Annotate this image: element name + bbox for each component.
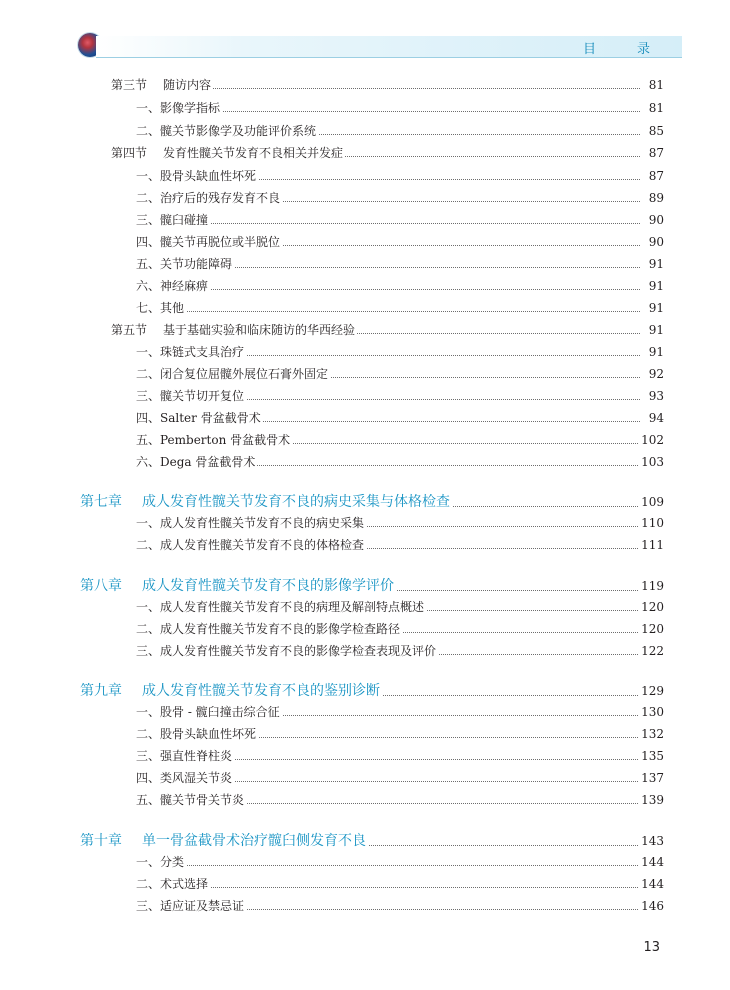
toc-entry-title: 四、Salter 骨盆截骨术 <box>136 411 261 425</box>
header-rule <box>96 57 682 58</box>
toc-entry-page: 94 <box>646 408 664 428</box>
toc-entry-label <box>136 513 366 533</box>
toc-entry-title: 一、珠链式支具治疗 <box>136 345 245 359</box>
toc-subsection-entry <box>0 254 730 274</box>
toc-subsection-entry <box>0 408 730 428</box>
toc-entry-title: 随访内容 <box>163 78 212 92</box>
toc-chapter-entry <box>0 574 730 598</box>
toc-entry-title: 二、治疗后的残存发育不良 <box>136 191 281 205</box>
toc-entry-label <box>136 232 282 252</box>
toc-entry-page: 87 <box>646 166 664 186</box>
toc-subsection-entry <box>0 232 730 252</box>
toc-entry-page: 87 <box>646 143 664 163</box>
toc-entry-title: 单一骨盆截骨术治疗髋臼侧发育不良 <box>142 833 366 849</box>
toc-subsection-entry <box>0 619 730 639</box>
toc-section-entry <box>0 75 730 95</box>
toc-entry-label <box>136 641 438 661</box>
toc-chapter-entry <box>0 490 730 514</box>
toc-entry-title: 基于基础实验和临床随访的华西经验 <box>163 323 356 337</box>
toc-entry-label <box>136 276 210 296</box>
toc-entry-page: 91 <box>646 254 664 274</box>
toc-subsection-entry <box>0 641 730 661</box>
chapter-number: 第十章 <box>80 833 122 849</box>
toc-subsection-entry <box>0 364 730 384</box>
toc-entry-page: 139 <box>638 790 664 810</box>
toc-subsection-entry <box>0 790 730 810</box>
toc-entry-label <box>136 298 186 318</box>
toc-entry-title: 六、神经麻痹 <box>136 279 209 293</box>
toc-entry-title: 一、分类 <box>136 855 185 869</box>
toc-entry-title: 三、成人发育性髋关节发育不良的影像学检查表现及评价 <box>136 644 437 658</box>
toc-subsection-entry <box>0 342 730 362</box>
toc-entry-title: 三、髋关节切开复位 <box>136 389 245 403</box>
toc-entry-page: 110 <box>638 513 664 533</box>
toc-entry-page: 90 <box>646 210 664 230</box>
toc-entry-label <box>136 364 330 384</box>
toc-entry-title: 五、Pemberton 骨盆截骨术 <box>136 433 291 447</box>
toc-subsection-entry <box>0 852 730 872</box>
toc-entry-label <box>111 75 213 95</box>
toc-entry-label <box>80 829 368 853</box>
chapter-number: 第九章 <box>80 683 122 699</box>
toc-entry-title: 一、成人发育性髋关节发育不良的病理及解剖特点概述 <box>136 600 425 614</box>
leader-dots <box>150 111 640 112</box>
toc-section-entry <box>0 320 730 340</box>
toc-entry-label <box>80 490 452 514</box>
toc-entry-page: 137 <box>638 768 664 788</box>
toc-entry-page: 120 <box>638 597 664 617</box>
toc-entry-label <box>136 210 210 230</box>
toc-entry-title: 六、Dega 骨盆截骨术 <box>136 455 256 469</box>
toc-chapter-entry <box>0 679 730 703</box>
toc-subsection-entry <box>0 724 730 744</box>
toc-entry-page: 120 <box>638 619 664 639</box>
toc-entry-label <box>136 790 246 810</box>
toc-entry-page: 146 <box>638 896 664 916</box>
leader-dots <box>150 311 640 312</box>
toc-subsection-entry <box>0 386 730 406</box>
toc-entry-label <box>136 254 234 274</box>
toc-entry-page: 119 <box>638 574 664 598</box>
toc-subsection-entry <box>0 702 730 722</box>
toc-subsection-entry <box>0 276 730 296</box>
toc-entry-label <box>136 702 282 722</box>
leader-dots <box>150 289 640 290</box>
toc-subsection-entry <box>0 896 730 916</box>
toc-entry-title: 七、其他 <box>136 301 185 315</box>
toc-entry-label <box>136 896 246 916</box>
toc-entry-title: 二、成人发育性髋关节发育不良的影像学检查路径 <box>136 622 401 636</box>
toc-entry-page: 109 <box>638 490 664 514</box>
toc-entry-label <box>80 679 382 703</box>
toc-entry-title: 发育性髋关节发育不良相关并发症 <box>163 146 344 160</box>
toc-entry-label <box>136 408 263 428</box>
toc-subsection-entry <box>0 746 730 766</box>
toc-entry-page: 130 <box>638 702 664 722</box>
toc-entry-page: 90 <box>646 232 664 252</box>
toc-subsection-entry <box>0 513 730 533</box>
toc-subsection-entry <box>0 768 730 788</box>
toc-entry-page: 93 <box>646 386 664 406</box>
toc-entry-label <box>136 188 282 208</box>
toc-entry-page: 92 <box>646 364 664 384</box>
toc-entry-label <box>80 574 396 598</box>
toc-entry-label <box>136 98 222 118</box>
toc-entry-page: 122 <box>638 641 664 661</box>
leader-dots <box>150 887 640 888</box>
toc-entry-title: 一、股骨头缺血性坏死 <box>136 169 257 183</box>
toc-entry-title: 二、术式选择 <box>136 877 209 891</box>
toc-entry-label <box>136 746 234 766</box>
toc-subsection-entry <box>0 98 730 118</box>
toc-chapter-entry <box>0 829 730 853</box>
toc-subsection-entry <box>0 121 730 141</box>
toc-entry-label <box>136 852 186 872</box>
leader-dots <box>150 865 640 866</box>
toc-entry-label <box>136 430 292 450</box>
toc-entry-label <box>136 121 318 141</box>
toc-entry-title: 一、成人发育性髋关节发育不良的病史采集 <box>136 516 365 530</box>
toc-entry-label <box>136 166 258 186</box>
toc-entry-title: 四、类风湿关节炎 <box>136 771 233 785</box>
toc-entry-page: 144 <box>638 852 664 872</box>
section-number: 第四节 <box>111 146 148 160</box>
toc-section-entry <box>0 143 730 163</box>
toc-entry-page: 144 <box>638 874 664 894</box>
toc-entry-page: 81 <box>646 98 664 118</box>
toc-entry-title: 一、股骨 - 髋臼撞击综合征 <box>136 705 280 719</box>
toc-entry-label <box>136 874 210 894</box>
toc-entry-page: 135 <box>638 746 664 766</box>
running-header-title: 目 录 <box>582 42 664 57</box>
toc-entry-label <box>136 386 246 406</box>
page-number: 13 <box>643 940 660 955</box>
toc-entry-label <box>136 768 234 788</box>
toc-entry-title: 二、成人发育性髋关节发育不良的体格检查 <box>136 538 365 552</box>
toc-entry-label <box>111 143 345 163</box>
toc-entry-title: 三、髋臼碰撞 <box>136 213 209 227</box>
toc-entry-title: 二、髋关节影像学及功能评价系统 <box>136 124 317 138</box>
section-number: 第三节 <box>111 78 148 92</box>
toc-entry-title: 一、影像学指标 <box>136 101 221 115</box>
toc-entry-title: 成人发育性髋关节发育不良的鉴别诊断 <box>142 683 380 699</box>
chapter-number: 第七章 <box>80 494 122 510</box>
toc-subsection-entry <box>0 430 730 450</box>
toc-entry-page: 91 <box>646 342 664 362</box>
toc-entry-page: 91 <box>646 320 664 340</box>
leader-dots <box>150 88 640 89</box>
toc-entry-page: 85 <box>646 121 664 141</box>
toc-entry-label <box>136 619 402 639</box>
toc-entry-label <box>111 320 357 340</box>
toc-entry-title: 三、适应证及禁忌证 <box>136 899 245 913</box>
toc-subsection-entry <box>0 452 730 472</box>
toc-entry-page: 91 <box>646 298 664 318</box>
toc-entry-title: 四、髋关节再脱位或半脱位 <box>136 235 281 249</box>
toc-entry-title: 五、髋关节骨关节炎 <box>136 793 245 807</box>
toc-entry-title: 二、闭合复位屈髋外展位石膏外固定 <box>136 367 329 381</box>
toc-entry-page: 91 <box>646 276 664 296</box>
toc-entry-label <box>136 452 257 472</box>
toc-entry-title: 成人发育性髋关节发育不良的病史采集与体格检查 <box>142 494 450 510</box>
toc-entry-page: 81 <box>646 75 664 95</box>
toc-entry-title: 三、强直性脊柱炎 <box>136 749 233 763</box>
toc-entry-page: 132 <box>638 724 664 744</box>
toc-entry-title: 五、关节功能障碍 <box>136 257 233 271</box>
toc-entry-title: 二、股骨头缺血性坏死 <box>136 727 257 741</box>
leader-dots <box>150 223 640 224</box>
section-number: 第五节 <box>111 323 148 337</box>
toc-entry-page: 103 <box>638 452 664 472</box>
toc-entry-page: 89 <box>646 188 664 208</box>
toc-subsection-entry <box>0 210 730 230</box>
toc-subsection-entry <box>0 298 730 318</box>
toc-entry-title: 成人发育性髋关节发育不良的影像学评价 <box>142 578 394 594</box>
toc-subsection-entry <box>0 874 730 894</box>
chapter-number: 第八章 <box>80 578 122 594</box>
toc-entry-label <box>136 535 366 555</box>
toc-subsection-entry <box>0 535 730 555</box>
toc-entry-page: 129 <box>638 679 664 703</box>
toc-entry-page: 143 <box>638 829 664 853</box>
toc-entry-label <box>136 597 426 617</box>
toc-subsection-entry <box>0 597 730 617</box>
toc-subsection-entry <box>0 166 730 186</box>
toc-entry-page: 102 <box>638 430 664 450</box>
toc-entry-label <box>136 724 258 744</box>
toc-entry-page: 111 <box>638 535 664 555</box>
toc-subsection-entry <box>0 188 730 208</box>
toc-entry-label <box>136 342 246 362</box>
